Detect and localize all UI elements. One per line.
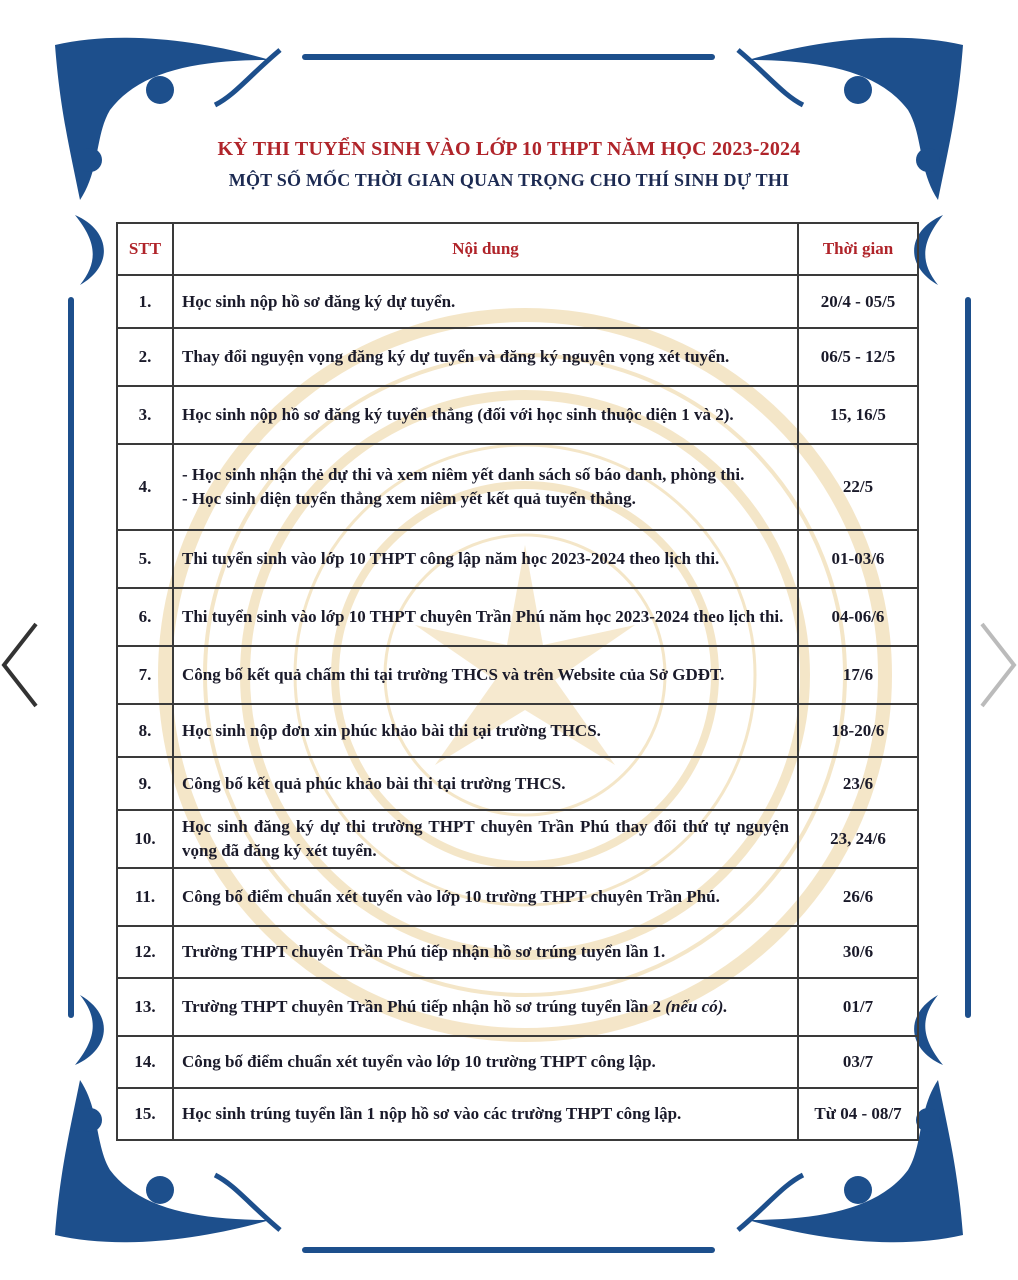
row-content: Học sinh nộp hồ sơ đăng ký dự tuyển. (173, 275, 798, 328)
row-content: Trường THPT chuyên Trần Phú tiếp nhận hồ sơ trúng tuyển lần 1. (173, 926, 798, 978)
row-stt: 15. (117, 1088, 173, 1140)
row-stt: 9. (117, 757, 173, 810)
table-row (117, 1036, 918, 1088)
table-row (117, 757, 918, 810)
row-content-line: - Học sinh diện tuyển thẳng xem niêm yết kết quả tuyển thẳng. (182, 489, 636, 508)
row-content: Công bố kết quả chấm thi tại trường THCS và trên Website của Sở GDĐT. (173, 646, 798, 704)
row-content-text: Trường THPT chuyên Trần Phú tiếp nhận hồ sơ trúng tuyển lần 2 (182, 997, 662, 1016)
row-stt: 7. (117, 646, 173, 704)
table-header-row (117, 223, 918, 275)
row-content-note: (nếu có). (665, 997, 728, 1016)
row-stt: 13. (117, 978, 173, 1036)
row-content: Học sinh nộp đơn xin phúc khảo bài thi tại trường THCS. (173, 704, 798, 757)
table-row (117, 978, 918, 1036)
header-time: Thời gian (798, 223, 918, 275)
row-time: 01-03/6 (798, 530, 918, 588)
row-content: Thay đổi nguyện vọng đăng ký dự tuyển và đăng ký nguyện vọng xét tuyển. (173, 328, 798, 386)
row-stt: 3. (117, 386, 173, 444)
row-stt: 10. (117, 810, 173, 868)
document-subtitle: MỘT SỐ MỐC THỜI GIAN QUAN TRỌNG CHO THÍ SINH DỰ THI (228, 170, 790, 190)
row-content-line: - Học sinh nhận thẻ dự thi và xem niêm yết danh sách số báo danh, phòng thi. (182, 465, 745, 484)
row-time: 03/7 (798, 1036, 918, 1088)
row-content: Thi tuyển sinh vào lớp 10 THPT chuyên Trần Phú năm học 2023-2024 theo lịch thi. (173, 588, 798, 646)
header-content: Nội dung (173, 223, 798, 275)
row-content: Công bố điểm chuẩn xét tuyển vào lớp 10 trường THPT chuyên Trần Phú. (173, 868, 798, 926)
row-stt: 1. (117, 275, 173, 328)
row-time: Từ 04 - 08/7 (798, 1088, 918, 1140)
chevron-right-icon[interactable] (978, 620, 1018, 710)
table-row (117, 444, 918, 530)
document-title: KỲ THI TUYỂN SINH VÀO LỚP 10 THPT NĂM HỌC 2023-2024 (217, 138, 801, 160)
row-time: 17/6 (798, 646, 918, 704)
row-time: 26/6 (798, 868, 918, 926)
table-row (117, 704, 918, 757)
row-time: 06/5 - 12/5 (798, 328, 918, 386)
row-stt: 4. (117, 444, 173, 530)
row-time: 20/4 - 05/5 (798, 275, 918, 328)
row-content: Thi tuyển sinh vào lớp 10 THPT công lập năm học 2023-2024 theo lịch thi. (173, 530, 798, 588)
row-time: 01/7 (798, 978, 918, 1036)
row-stt: 5. (117, 530, 173, 588)
row-time: 18-20/6 (798, 704, 918, 757)
row-stt: 6. (117, 588, 173, 646)
row-content: Công bố điểm chuẩn xét tuyển vào lớp 10 trường THPT công lập. (173, 1036, 798, 1088)
row-content: Công bố kết quả phúc khảo bài thi tại trường THCS. (173, 757, 798, 810)
row-time: 22/5 (798, 444, 918, 530)
chevron-left-icon[interactable] (0, 620, 40, 710)
row-stt: 14. (117, 1036, 173, 1088)
row-stt: 2. (117, 328, 173, 386)
row-time: 04-06/6 (798, 588, 918, 646)
schedule-table (116, 222, 919, 1141)
table-row (117, 646, 918, 704)
row-stt: 11. (117, 868, 173, 926)
row-content: Học sinh nộp hồ sơ đăng ký tuyển thẳng (đối với học sinh thuộc diện 1 và 2). (173, 386, 798, 444)
row-content: Học sinh đăng ký dự thi trường THPT chuyên Trần Phú thay đổi thứ tự nguyện vọng đã đăng ký xét tuyển. (173, 810, 798, 868)
row-content: Học sinh trúng tuyển lần 1 nộp hồ sơ vào các trường THPT công lập. (173, 1088, 798, 1140)
row-content (173, 978, 798, 1036)
table-row (117, 275, 918, 328)
row-time: 30/6 (798, 926, 918, 978)
table-row (117, 868, 918, 926)
row-time: 23, 24/6 (798, 810, 918, 868)
row-time: 23/6 (798, 757, 918, 810)
row-content (173, 444, 798, 530)
row-stt: 8. (117, 704, 173, 757)
header-stt: STT (117, 223, 173, 275)
row-stt: 12. (117, 926, 173, 978)
table-row (117, 386, 918, 444)
table-row (117, 530, 918, 588)
table-row (117, 588, 918, 646)
table-row (117, 328, 918, 386)
table-row (117, 810, 918, 868)
table-row (117, 926, 918, 978)
row-time: 15, 16/5 (798, 386, 918, 444)
table-row (117, 1088, 918, 1140)
